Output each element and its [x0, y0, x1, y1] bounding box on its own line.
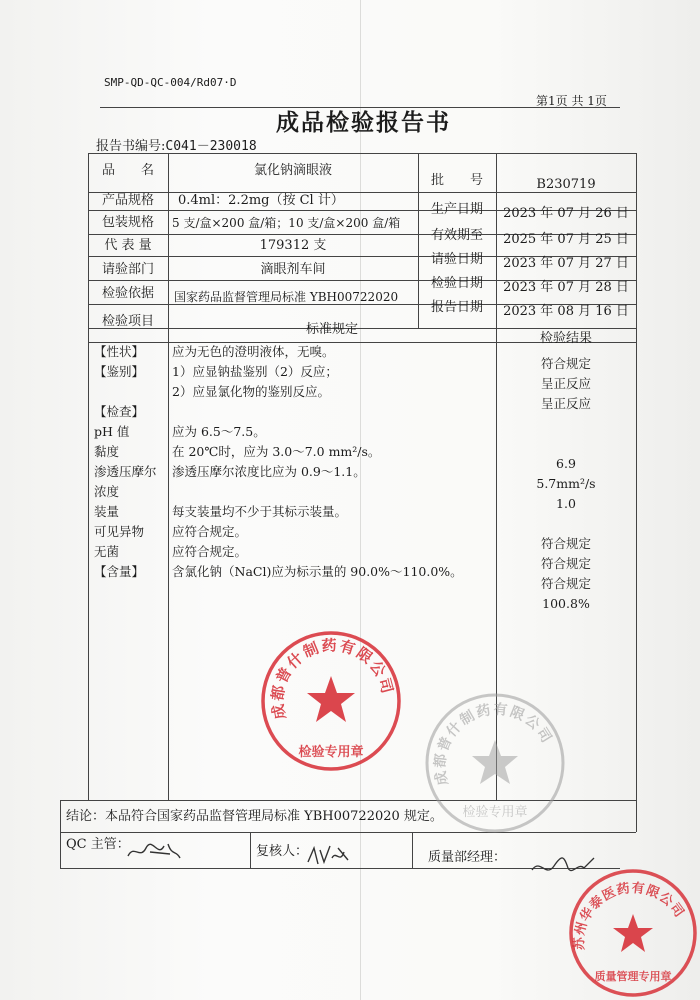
sample-qty-label: 代 表 量	[104, 238, 152, 253]
list-item: 无菌	[94, 544, 120, 559]
list-item: 【检查】	[94, 404, 145, 419]
qc-supervisor-label: QC 主管：	[66, 837, 130, 852]
request-date-label: 请验日期	[430, 252, 483, 267]
report-number	[96, 135, 257, 154]
list-item	[172, 402, 463, 422]
report-number-value: C041－230018	[165, 139, 257, 154]
list-item: 应为 6.5～7.5。	[172, 424, 266, 439]
batch-label: 批 号	[430, 173, 483, 188]
list-item	[94, 382, 157, 402]
document-code: SMP-QD-QC-004/Rd07·D	[104, 76, 237, 89]
list-item: 含氯化钠（NaCl)应为标示量的 90.0%～110.0%。	[172, 564, 463, 579]
list-item: 黏度	[94, 444, 120, 459]
list-item: 应符合规定。	[172, 544, 248, 559]
list-item: 渗透压摩尔浓度比应为 0.9～1.1。	[172, 464, 366, 479]
list-item: 【含量】	[94, 564, 145, 579]
reviewer-label: 复核人：	[256, 844, 309, 859]
standards-list	[172, 342, 463, 582]
list-item: 符合规定	[540, 556, 591, 571]
list-item: 应为无色的澄明液体，无嗅。	[172, 344, 335, 359]
list-item	[496, 434, 636, 454]
list-item: 符合规定	[540, 356, 591, 371]
table-border-left-footer	[60, 800, 61, 868]
page-title: 成品检验报告书	[276, 110, 451, 136]
table-border-top	[88, 153, 636, 154]
list-item: 呈正反应	[540, 376, 591, 391]
test-date-label: 检验日期	[430, 276, 483, 291]
list-item: 1）应显钠盐鉴别（2）反应；	[172, 364, 338, 379]
stamp-star-icon	[307, 676, 355, 722]
conclusion: 结论：本品符合国家药品监督管理局标准 YBH00722020 规定。	[66, 809, 443, 824]
list-item: 呈正反应	[540, 396, 591, 411]
standard-header: 标准规定	[305, 322, 358, 337]
list-item: 【性状】	[94, 344, 145, 359]
footer-col-line	[412, 832, 413, 868]
page-info: 第1页 共 1页	[536, 94, 607, 108]
red-stamp-ring-text: 成都普什制药有限公司	[268, 636, 397, 721]
list-item: 1.0	[556, 496, 576, 511]
mfg-date-label: 生产日期	[430, 202, 483, 217]
test-basis: 国家药品监督管理局标准 YBH00722020	[174, 290, 399, 304]
grey-faded-stamp	[420, 688, 570, 838]
list-item: 100.8%	[542, 596, 590, 611]
list-item: 渗透压摩尔	[94, 464, 157, 479]
test-date: 2023 年 07 月 28 日	[503, 280, 629, 295]
basis-label: 检验依据	[101, 286, 154, 301]
item-header: 检验项目	[101, 314, 154, 329]
footer-col-line	[250, 832, 251, 868]
list-item: pH 值	[94, 424, 130, 439]
list-item: 5.7mm²/s	[536, 476, 596, 491]
corner-stamp-bottom-text: 质量管理专用章	[594, 970, 672, 983]
test-items-list	[94, 342, 157, 582]
list-item	[172, 482, 463, 502]
corner-quality-stamp	[566, 858, 700, 1000]
request-dept: 滴眼剂车间	[260, 262, 326, 277]
table-border-right	[636, 153, 637, 832]
list-item: 浓度	[94, 484, 120, 499]
list-item	[496, 414, 636, 434]
list-item: 应符合规定。	[172, 524, 248, 539]
spec-label: 产品规格	[101, 193, 154, 208]
grey-stamp-ring-text: 成都普什制药有限公司	[432, 701, 556, 787]
product-name: 氯化钠滴眼液	[253, 163, 332, 178]
list-item: 符合规定	[540, 536, 591, 551]
list-item: 【鉴别】	[94, 364, 145, 379]
corner-stamp-ring-text: 苏州华泰医药有限公司	[572, 880, 687, 951]
results-list	[496, 354, 636, 614]
expiry-date: 2025 年 07 月 25 日	[503, 232, 629, 247]
sample-qty: 179312 支	[259, 238, 327, 253]
list-item: 每支装量均不少于其标示装量。	[172, 504, 348, 519]
stamp-star-icon	[472, 740, 518, 784]
list-item: 可见异物	[94, 524, 145, 539]
red-stamp-bottom-text: 检验专用章	[298, 745, 364, 760]
list-item	[496, 514, 636, 534]
pack-spec: 5 支/盒×200 盒/箱；10 支/盒×200 盒/箱	[172, 216, 401, 230]
report-date: 2023 年 08 月 16 日	[503, 304, 629, 319]
product-spec: 0.4ml：2.2mg（按 Cl 计）	[178, 193, 344, 208]
batch-number: B230719	[536, 177, 596, 192]
list-item: 2）应显氯化物的鉴别反应。	[172, 384, 330, 399]
list-item: 装量	[94, 504, 120, 519]
list-item: 符合规定	[540, 576, 591, 591]
expiry-label: 有效期至	[430, 228, 483, 243]
red-inspection-stamp	[256, 626, 406, 776]
report-date-label: 报告日期	[430, 300, 483, 315]
grey-stamp-bottom-text: 检验专用章	[462, 805, 528, 820]
dept-label: 请验部门	[101, 262, 154, 277]
stamp-star-icon	[613, 914, 653, 952]
list-item: 6.9	[556, 456, 576, 471]
qc-signature	[124, 836, 184, 866]
list-item: 在 20℃时，应为 3.0～7.0 mm²/s。	[172, 444, 381, 459]
qa-manager-label: 质量部经理：	[428, 850, 507, 865]
mfg-date: 2023 年 07 月 26 日	[503, 206, 629, 221]
report-number-label: 报告书编号:	[96, 139, 166, 154]
reviewer-signature	[304, 840, 354, 870]
name-label: 品 名	[101, 163, 154, 178]
result-header: 检验结果	[539, 331, 592, 346]
request-date: 2023 年 07 月 27 日	[503, 256, 629, 271]
pack-label: 包装规格	[101, 215, 154, 230]
